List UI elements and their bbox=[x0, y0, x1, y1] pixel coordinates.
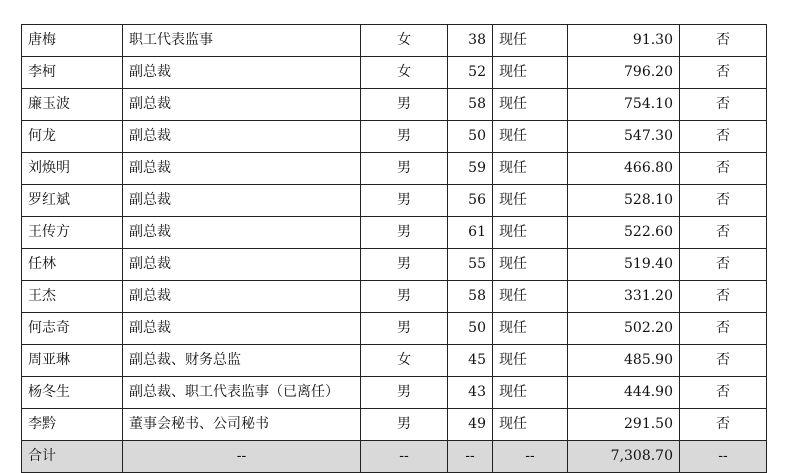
table-row bbox=[22, 377, 767, 409]
cell-title: 副总裁 bbox=[123, 313, 361, 345]
cell-name: 周亚琳 bbox=[22, 345, 123, 377]
executive-compensation-table bbox=[21, 24, 767, 473]
cell-pay: 444.90 bbox=[568, 377, 680, 409]
cell-gender: 男 bbox=[361, 121, 448, 153]
cell-gender: 男 bbox=[361, 409, 448, 441]
total-row bbox=[22, 441, 767, 473]
cell-age: 59 bbox=[448, 153, 493, 185]
cell-status: 现任 bbox=[493, 89, 568, 121]
cell-name: 王杰 bbox=[22, 281, 123, 313]
cell-gender: 男 bbox=[361, 217, 448, 249]
table-row bbox=[22, 89, 767, 121]
table-row bbox=[22, 153, 767, 185]
table-row bbox=[22, 57, 767, 89]
cell-age: 38 bbox=[448, 25, 493, 57]
cell-status: 现任 bbox=[493, 313, 568, 345]
cell-title: 副总裁、职工代表监事（已离任） bbox=[123, 377, 361, 409]
cell-pay: 796.20 bbox=[568, 57, 680, 89]
cell-gender: 男 bbox=[361, 89, 448, 121]
table-body bbox=[22, 25, 767, 473]
cell-gender: 男 bbox=[361, 185, 448, 217]
cell-age: 55 bbox=[448, 249, 493, 281]
cell-status: 现任 bbox=[493, 25, 568, 57]
cell-age: 52 bbox=[448, 57, 493, 89]
cell-title: 副总裁 bbox=[123, 89, 361, 121]
cell-title: 副总裁 bbox=[123, 249, 361, 281]
cell-status: 现任 bbox=[493, 377, 568, 409]
cell-related: 否 bbox=[680, 249, 767, 281]
cell-related: 否 bbox=[680, 313, 767, 345]
cell-pay: 522.60 bbox=[568, 217, 680, 249]
cell-title: 副总裁、财务总监 bbox=[123, 345, 361, 377]
cell-age: 56 bbox=[448, 185, 493, 217]
cell-pay: 331.20 bbox=[568, 281, 680, 313]
cell-pay: 91.30 bbox=[568, 25, 680, 57]
cell-pay: 466.80 bbox=[568, 153, 680, 185]
table-row bbox=[22, 25, 767, 57]
cell-name: 李柯 bbox=[22, 57, 123, 89]
table-row bbox=[22, 313, 767, 345]
cell-name: 唐梅 bbox=[22, 25, 123, 57]
cell-pay: 291.50 bbox=[568, 409, 680, 441]
total-label: 合计 bbox=[22, 441, 123, 473]
cell-pay: 519.40 bbox=[568, 249, 680, 281]
cell-age: 58 bbox=[448, 89, 493, 121]
cell-title: 董事会秘书、公司秘书 bbox=[123, 409, 361, 441]
cell-status: 现任 bbox=[493, 281, 568, 313]
cell-gender: 男 bbox=[361, 313, 448, 345]
cell-status: 现任 bbox=[493, 249, 568, 281]
cell-gender: 男 bbox=[361, 281, 448, 313]
table-row bbox=[22, 409, 767, 441]
cell-related: 否 bbox=[680, 217, 767, 249]
cell-age: 43 bbox=[448, 377, 493, 409]
total-age: -- bbox=[448, 441, 493, 473]
cell-age: 49 bbox=[448, 409, 493, 441]
cell-title: 副总裁 bbox=[123, 185, 361, 217]
total-gender: -- bbox=[361, 441, 448, 473]
table-row bbox=[22, 217, 767, 249]
cell-age: 45 bbox=[448, 345, 493, 377]
table-row bbox=[22, 249, 767, 281]
cell-status: 现任 bbox=[493, 217, 568, 249]
cell-related: 否 bbox=[680, 153, 767, 185]
cell-related: 否 bbox=[680, 25, 767, 57]
cell-related: 否 bbox=[680, 57, 767, 89]
total-title: -- bbox=[123, 441, 361, 473]
cell-name: 杨冬生 bbox=[22, 377, 123, 409]
cell-status: 现任 bbox=[493, 121, 568, 153]
cell-age: 50 bbox=[448, 313, 493, 345]
cell-age: 50 bbox=[448, 121, 493, 153]
cell-title: 副总裁 bbox=[123, 57, 361, 89]
cell-name: 李黔 bbox=[22, 409, 123, 441]
cell-name: 刘焕明 bbox=[22, 153, 123, 185]
cell-pay: 485.90 bbox=[568, 345, 680, 377]
cell-title: 职工代表监事 bbox=[123, 25, 361, 57]
cell-status: 现任 bbox=[493, 153, 568, 185]
table-row bbox=[22, 281, 767, 313]
cell-title: 副总裁 bbox=[123, 281, 361, 313]
cell-related: 否 bbox=[680, 121, 767, 153]
cell-gender: 男 bbox=[361, 377, 448, 409]
cell-related: 否 bbox=[680, 281, 767, 313]
cell-gender: 女 bbox=[361, 25, 448, 57]
cell-name: 廉玉波 bbox=[22, 89, 123, 121]
cell-related: 否 bbox=[680, 89, 767, 121]
cell-gender: 男 bbox=[361, 153, 448, 185]
cell-pay: 528.10 bbox=[568, 185, 680, 217]
cell-related: 否 bbox=[680, 377, 767, 409]
cell-name: 王传方 bbox=[22, 217, 123, 249]
cell-title: 副总裁 bbox=[123, 153, 361, 185]
cell-pay: 547.30 bbox=[568, 121, 680, 153]
cell-status: 现任 bbox=[493, 57, 568, 89]
cell-related: 否 bbox=[680, 185, 767, 217]
cell-age: 58 bbox=[448, 281, 493, 313]
cell-gender: 女 bbox=[361, 57, 448, 89]
cell-related: 否 bbox=[680, 345, 767, 377]
cell-age: 61 bbox=[448, 217, 493, 249]
cell-title: 副总裁 bbox=[123, 217, 361, 249]
cell-name: 罗红斌 bbox=[22, 185, 123, 217]
cell-status: 现任 bbox=[493, 185, 568, 217]
table-row bbox=[22, 185, 767, 217]
cell-name: 何志奇 bbox=[22, 313, 123, 345]
cell-gender: 男 bbox=[361, 249, 448, 281]
cell-pay: 754.10 bbox=[568, 89, 680, 121]
cell-status: 现任 bbox=[493, 345, 568, 377]
cell-pay: 502.20 bbox=[568, 313, 680, 345]
total-pay: 7,308.70 bbox=[568, 441, 680, 473]
total-status: -- bbox=[493, 441, 568, 473]
cell-name: 何龙 bbox=[22, 121, 123, 153]
cell-name: 任林 bbox=[22, 249, 123, 281]
total-related: -- bbox=[680, 441, 767, 473]
cell-gender: 女 bbox=[361, 345, 448, 377]
table-row bbox=[22, 121, 767, 153]
cell-status: 现任 bbox=[493, 409, 568, 441]
cell-related: 否 bbox=[680, 409, 767, 441]
table-row bbox=[22, 345, 767, 377]
cell-title: 副总裁 bbox=[123, 121, 361, 153]
